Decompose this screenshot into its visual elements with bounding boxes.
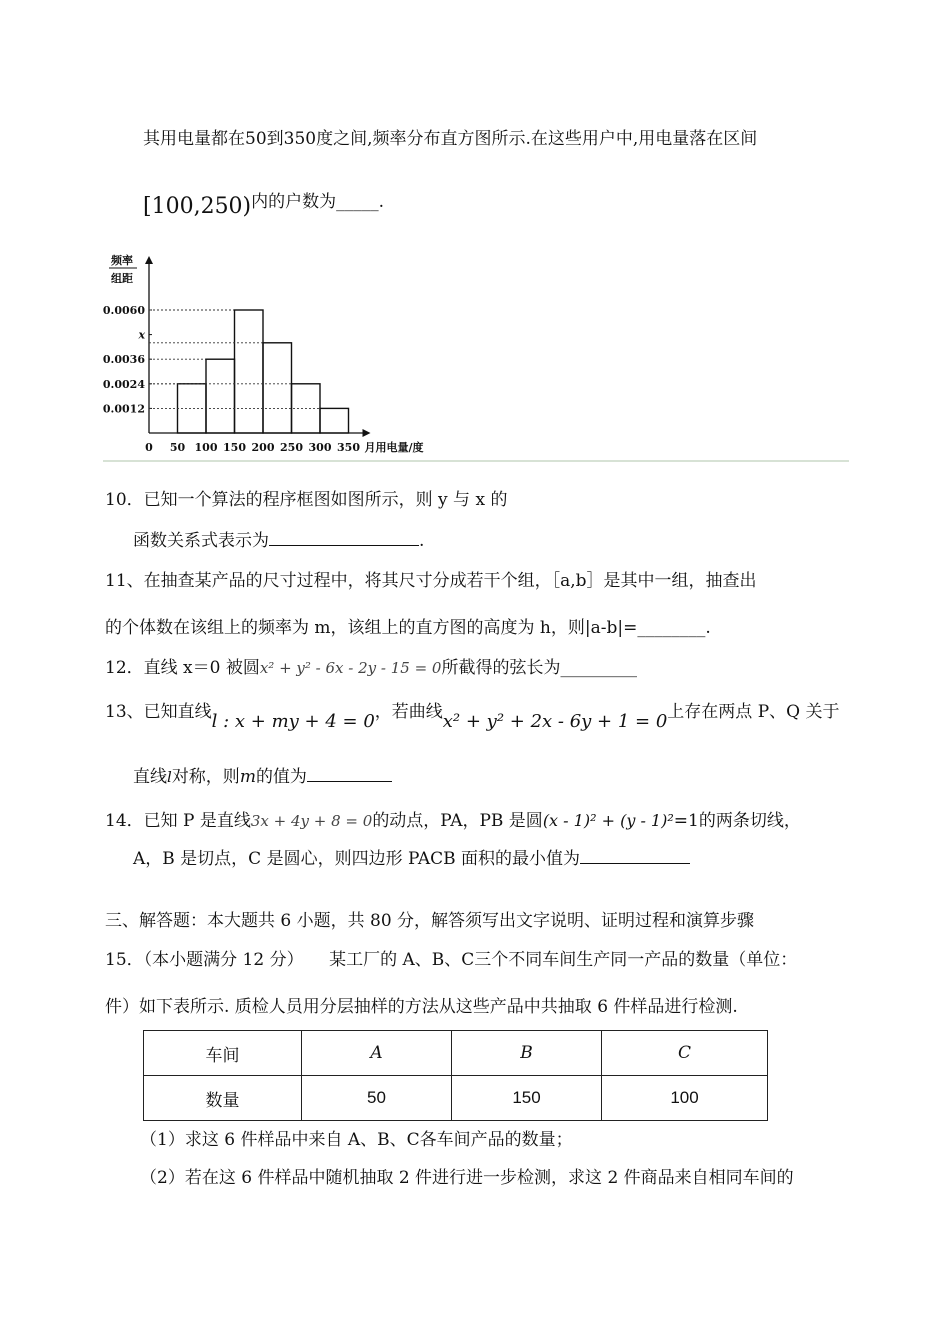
question-15-line-1: 15．（本小题满分 12 分） 某工厂的 A、B、C三个不同车间生产同一产品的数量（单位： [105, 950, 798, 970]
table-header-cell: 车间 [144, 1031, 302, 1076]
histogram-bar [206, 359, 235, 433]
curve-equation: x² + y² + 2x - 6y + 1 = 0 [442, 711, 668, 732]
histogram-chart [103, 250, 463, 460]
table-cell: 150 [452, 1076, 602, 1121]
x-tick-label: 200 [251, 441, 275, 454]
table-row [144, 1031, 768, 1076]
x-axis-arrow [363, 429, 371, 437]
question-11-line-2: 的个体数在该组上的频率为 m，该组上的直方图的高度为 h，则|a-b|=________. [105, 618, 711, 638]
table-header-cell: A [302, 1031, 452, 1076]
question-14-line-1: 14．已知 P 是直线3x + 4y + 8 = 0的动点，PA，PB 是圆(x - 1)² + (y - 1)²=1的两条切线， [105, 811, 801, 831]
question-13-line-1: 13、已知直线l : x + my + 4 = 0，若曲线x² + y² + 2x - 6y + 1 = 0上存在两点 P、Q 关于 [105, 702, 840, 732]
question-15-part-1: （1）求这 6 件样品中来自 A、B、C各车间产品的数量； [140, 1130, 573, 1150]
circle-equation: x² + y² - 6x - 2y - 15 = 0 [259, 659, 442, 677]
histogram-bar [263, 343, 292, 433]
question-11-line-1: 11、在抽查某产品的尺寸过程中，将其尺寸分成若干个组，［a,b］是其中一组，抽查出 [105, 571, 757, 591]
x-tick-label: 300 [308, 441, 332, 454]
separator-rule [103, 460, 849, 462]
table-cell: 100 [602, 1076, 768, 1121]
question-13-line-2: 直线l对称，则m的值为 [133, 762, 392, 787]
y-axis-arrow [145, 256, 153, 264]
y-tick-label: x [138, 328, 145, 342]
y-tick-label: 0.0024 [103, 377, 145, 391]
x-tick-label: 350 [337, 441, 360, 454]
line-equation: l : x + my + 4 = 0 [211, 711, 375, 732]
question-12: 12．直线 x＝0 被圆x² + y² - 6x - 2y - 15 = 0所截得的弦长为_________ [105, 658, 637, 678]
x-tick-label: 0 [145, 441, 153, 454]
table-header-cell: C [602, 1031, 768, 1076]
x-tick-label: 150 [223, 441, 246, 454]
x-tick-label: 250 [280, 441, 303, 454]
y-tick-label: 0.0036 [103, 353, 145, 367]
histogram-bar [320, 408, 349, 433]
x-axis-label: 月用电量/度 [364, 441, 424, 454]
histogram-bar [235, 310, 264, 433]
problem-text-line-1: 其用电量都在50到350度之间,频率分布直方图所示.在这些用户中,用电量落在区间 [143, 129, 758, 149]
y-axis-label-bottom: 组距 [111, 272, 133, 285]
line-equation: 3x + 4y + 8 = 0 [250, 812, 373, 830]
question-10-line-2: 函数关系式表示为 . [133, 531, 425, 551]
question-15-part-2: （2）若在这 6 件样品中随机抽取 2 件进行进一步检测，求这 2 件商品来自相同车间的 [140, 1168, 794, 1188]
y-tick-label: 0.0012 [103, 402, 145, 416]
answer-blank [580, 847, 690, 864]
answer-blank [307, 765, 392, 782]
circle-equation: (x - 1)² + (y - 1)² [542, 811, 674, 830]
table-cell: 50 [302, 1076, 452, 1121]
question-10-line-1: 10．已知一个算法的程序框图如图所示，则 y 与 x 的 [105, 490, 508, 510]
interval-expression: [100,250) [143, 194, 252, 219]
workshop-table [143, 1030, 768, 1121]
section-3-heading: 三、解答题：本大题共 6 小题，共 80 分，解答须写出文字说明、证明过程和演算步骤 [105, 911, 755, 931]
y-tick-label: 0.0060 [103, 304, 145, 317]
x-tick-label: 100 [194, 441, 218, 454]
question-15-line-2: 件）如下表所示. 质检人员用分层抽样的方法从这些产品中共抽取 6 件样品进行检测. [105, 997, 738, 1017]
y-axis-label-top: 频率 [111, 254, 133, 267]
table-header-cell: B [452, 1031, 602, 1076]
table-row [144, 1076, 768, 1121]
x-tick-label: 50 [169, 441, 186, 454]
question-14-line-2: A，B 是切点，C 是圆心，则四边形 PACB 面积的最小值为 [133, 844, 690, 869]
answer-blank [269, 529, 419, 546]
problem-text-line-2: [100,250)内的户数为_____. [143, 192, 385, 219]
table-cell: 数量 [144, 1076, 302, 1121]
